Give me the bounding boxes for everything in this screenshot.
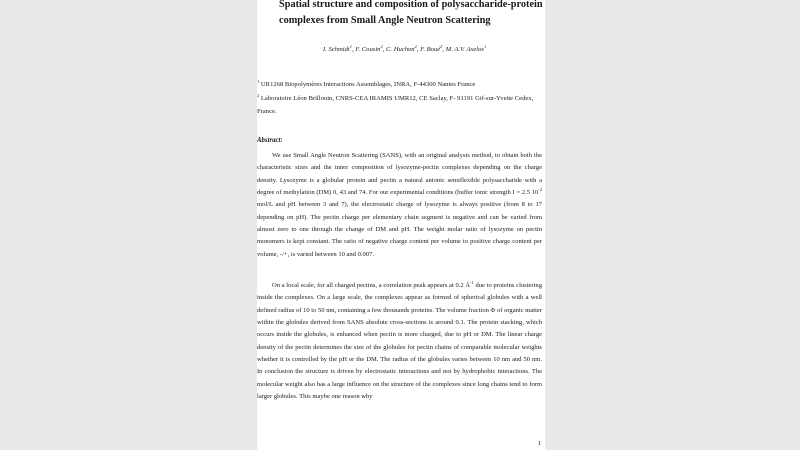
author-name: M. A.V. Axelos [445, 46, 484, 53]
author-affiliation-mark: 2 [380, 43, 383, 49]
author-name: F. Boué [420, 46, 441, 53]
affiliation-text: UR1268 Biopolymères Interactions Assemblages, INRA, F-44300 Nantes France [260, 81, 476, 88]
author-affiliation-mark: 2 [440, 43, 443, 49]
author-affiliation-mark: 1 [349, 43, 352, 49]
exponent: -1 [470, 279, 474, 285]
paragraph-text: We use Small Angle Neutron Scattering (SANS), with an original analysis method, to obtain both the characteristic sizes and the inner composition of lysozyme-pectin complexes depending on the charge density. Lysozyme is a globular protein and pectin a natural anionic semiflexible polysaccharide with a degree of methylation (DM) 0, 43 and 74. For our experimental conditions (buffer ionic strength I = 2.5 10 [257, 152, 542, 197]
author-name: F. Cousin [355, 46, 381, 53]
author-list: I. Schmidt$^1$, F. Cousin$^2$, C. Huchon$^2$, F. Boué$^2$, M. A.V. Axelos$^1$ [323, 43, 487, 53]
affiliation-2 [257, 92, 542, 118]
affiliation-mark: 2 [257, 92, 260, 98]
affiliation-1 [257, 78, 542, 91]
author-name: C. Huchon [386, 46, 415, 53]
author-affiliation-mark: 1 [484, 43, 487, 49]
exponent: -2 [538, 186, 542, 192]
abstract-heading: Abstract: [257, 137, 283, 144]
author-name: I. Schmidt [323, 46, 350, 53]
abstract-paragraph-2 [257, 280, 542, 403]
paragraph-text: due to proteins clustering inside the complexes. On a large scale, the complexes appear as formed of spherical globules with a well defined radius of 10 to 50 nm, containing a few thousands proteins. The volume fraction Φ of organic matter within the globules derived from SANS absolute cross-sections is around 0.1. The protein stacking, which occurs inside the globules, is enhanced when pectin is more charged, due to pH or DM. The linear charge density of the pectin determines the size of the globules for pectin chains of comparable molecular weights whether it is controlled by the pH or the DM. The radius of the globules varies between 10 nm and 50 nm. In conclusion the structure is driven by electrostatic interactions and not by hydrophobic interactions. The molecular weight also has a large influence on the structure of the complexes since long chains tend to form larger globules. This maybe one reason why [257, 282, 542, 401]
abstract-paragraph-1 [257, 150, 542, 261]
paragraph-text: mol/L and pH between 3 and 7), the electrostatic charge of lysozyme is always positive (from 8 to 17 depending on pH). The pectin charge per elementary chain segment is negative and can be varied from almost zero to one through the change of DM and pH. The weight molar ratio of lysozyme on pectin monomers is kept constant. The ratio of negative charge content per volume to positive charge content per volume, -/+, is varied between 10 and 0.007. [257, 201, 542, 258]
paper-title: Spatial structure and composition of polysaccharide-protein complexes from Small Angle Neutron Scattering [279, 0, 543, 26]
affiliation-text: Laboratoire Léon Brillouin, CNRS-CEA IRAMIS UMR12, CE Saclay, F- 91191 Gif-sur-Yvette Cedex, France. [257, 95, 534, 115]
affiliation-mark: 1 [257, 78, 260, 84]
paragraph-text: On a local scale, for all charged pectins, a correlation peak appears at 0.2 Å [272, 282, 471, 289]
document-page [257, 0, 545, 450]
author-affiliation-mark: 2 [414, 43, 417, 49]
page-number: 1 [537, 440, 541, 447]
